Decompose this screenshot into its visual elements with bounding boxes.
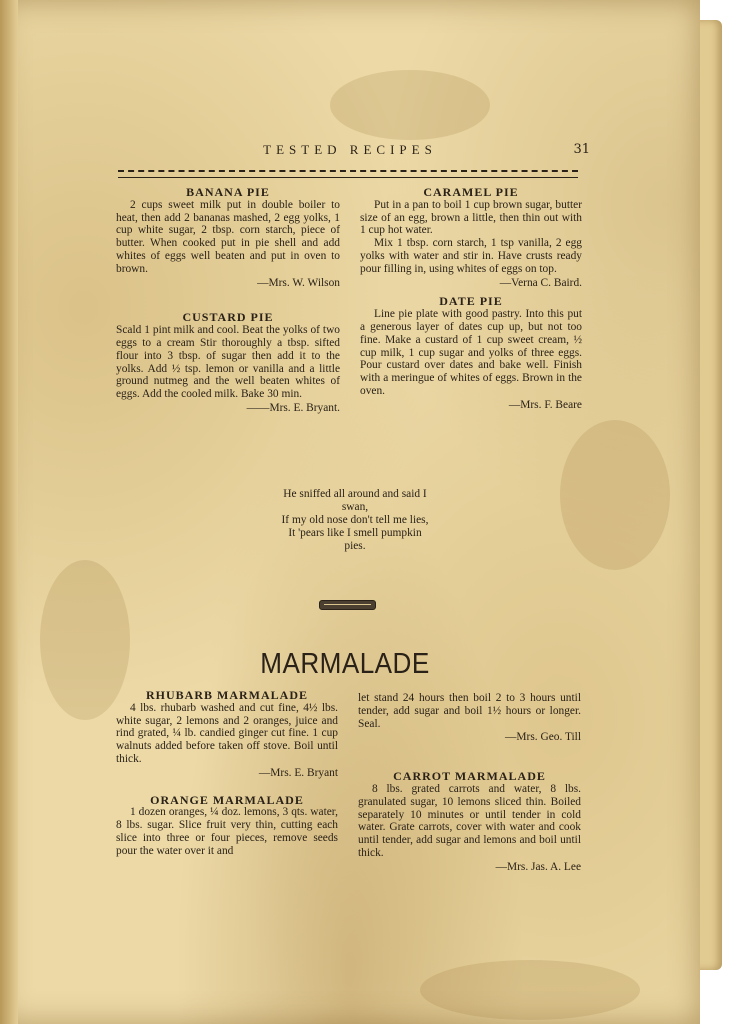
recipe-author-caramel-pie: —Verna C. Baird. (499, 276, 582, 289)
paper-stain (420, 960, 640, 1020)
recipe-title-orange-marmalade: ORANGE MARMALADE (150, 792, 304, 807)
poem-line: swan, (341, 501, 369, 513)
paper-stain (330, 70, 490, 140)
recipe-title-banana-pie: BANANA PIE (186, 185, 270, 199)
page-number: 31 (573, 142, 590, 157)
header-ornamental-rule (118, 170, 578, 178)
recipe-title-date-pie: DATE PIE (439, 294, 503, 309)
paper-stain (560, 420, 670, 570)
recipe-body-banana-pie: 2 cups sweet milk put in double boiler to heat, then add 2 bananas mashed, 2 egg yolks, 1 cup white sugar, 2 tbsp. corn starch, piece of butter. When cooked put in pie shell and add whites of eggs well beaten and put in oven to brown. (116, 198, 340, 275)
recipe-title-carrot-marmalade: CARROT MARMALADE (393, 769, 546, 784)
section-title-marmalade: MARMALADE (260, 648, 430, 680)
left-recipe-column (116, 186, 340, 415)
recipe-body-caramel-pie-2: Mix 1 tbsp. corn starch, 1 tsp vanilla, 2 egg yolks with water and stir in. Have crusts ready pour filling in, using whites of eggs on top. (360, 237, 582, 275)
poem-line: If my old nose don't tell me lies, (281, 514, 429, 526)
recipe-body-orange-marmalade-continued: let stand 24 hours then boil 2 to 3 hours until tender, add sugar and boil 1½ hours or longer. Seal. (358, 692, 581, 730)
recipe-author-banana-pie: —Mrs. W. Wilson (257, 276, 340, 289)
poem-line: He sniffed all around and said I (283, 488, 427, 500)
recipe-title-custard-pie: CUSTARD PIE (182, 310, 274, 325)
recipe-author-carrot-marmalade: —Mrs. Jas. A. Lee (495, 860, 581, 873)
page-binding-edge (0, 0, 18, 1024)
recipe-author-rhubarb-marmalade: —Mrs. E. Bryant (258, 766, 338, 779)
recipe-body-carrot-marmalade: 8 lbs. grated carrots and water, 8 lbs. granulated sugar, 10 lemons sliced thin. Boiled separately 10 minutes or until tender in cold water. Grate carrots, cover with water and cook until tender, add sugar and lemons and boil until thick. (358, 782, 581, 859)
recipe-author-date-pie: —Mrs. F. Beare (508, 398, 582, 411)
running-title: TESTED RECIPES (263, 142, 437, 157)
recipe-title-rhubarb-marmalade: RHUBARB MARMALADE (146, 688, 308, 702)
recipe-body-orange-marmalade: 1 dozen oranges, ¼ doz. lemons, 3 qts. water, 8 lbs. sugar. Slice fruit very thin, cutting each slice into three or four pieces, remove seeds pour the water over it and (116, 806, 338, 857)
recipe-body-date-pie: Line pie plate with good pastry. Into this put a generous layer of dates cup up, but not too fine. Make a custard of 1 cup sweet cream, ½ cup milk, 1 cup sugar and yolks of three eggs. Pour custard over dates and bake well. Finish with a meringue of whites of eggs. Brown in the oven. (360, 308, 582, 397)
recipe-body-rhubarb-marmalade: 4 lbs. rhubarb washed and cut fine, 4½ lbs. white sugar, 2 lemons and 2 oranges, juice and rind grated, ¼ lb. candied ginger cut fine. 1 cup walnuts added before taken off stove. Boil until thick. (116, 701, 338, 765)
recipe-author-custard-pie: ——Mrs. E. Bryant. (246, 401, 340, 414)
right-recipe-column (360, 186, 582, 412)
poem-line: pies. (344, 540, 366, 552)
recipe-author-orange-marmalade: —Mrs. Geo. Till (505, 731, 581, 744)
pumpkin-poem (240, 488, 470, 553)
left-marmalade-column (116, 689, 338, 858)
section-divider-ornament (319, 600, 376, 610)
recipe-title-caramel-pie: CARAMEL PIE (423, 185, 519, 199)
right-marmalade-column (358, 692, 581, 874)
poem-line: It 'pears like I smell pumpkin (288, 527, 422, 539)
recipe-body-caramel-pie-1: Put in a pan to boil 1 cup brown sugar, butter size of an egg, brown a little, then thin out with 1 cup hot water. (360, 198, 582, 237)
recipe-body-custard-pie: Scald 1 pint milk and cool. Beat the yolks of two eggs to a cream Stir thoroughly a tbsp. sifted flour into 3 tbsp. of sugar then add it to the yolks. Add ½ tsp. lemon or vanilla and a little ground nutmeg and the well beaten whites of eggs. Add the cooled milk. Bake 30 min. (116, 324, 340, 401)
